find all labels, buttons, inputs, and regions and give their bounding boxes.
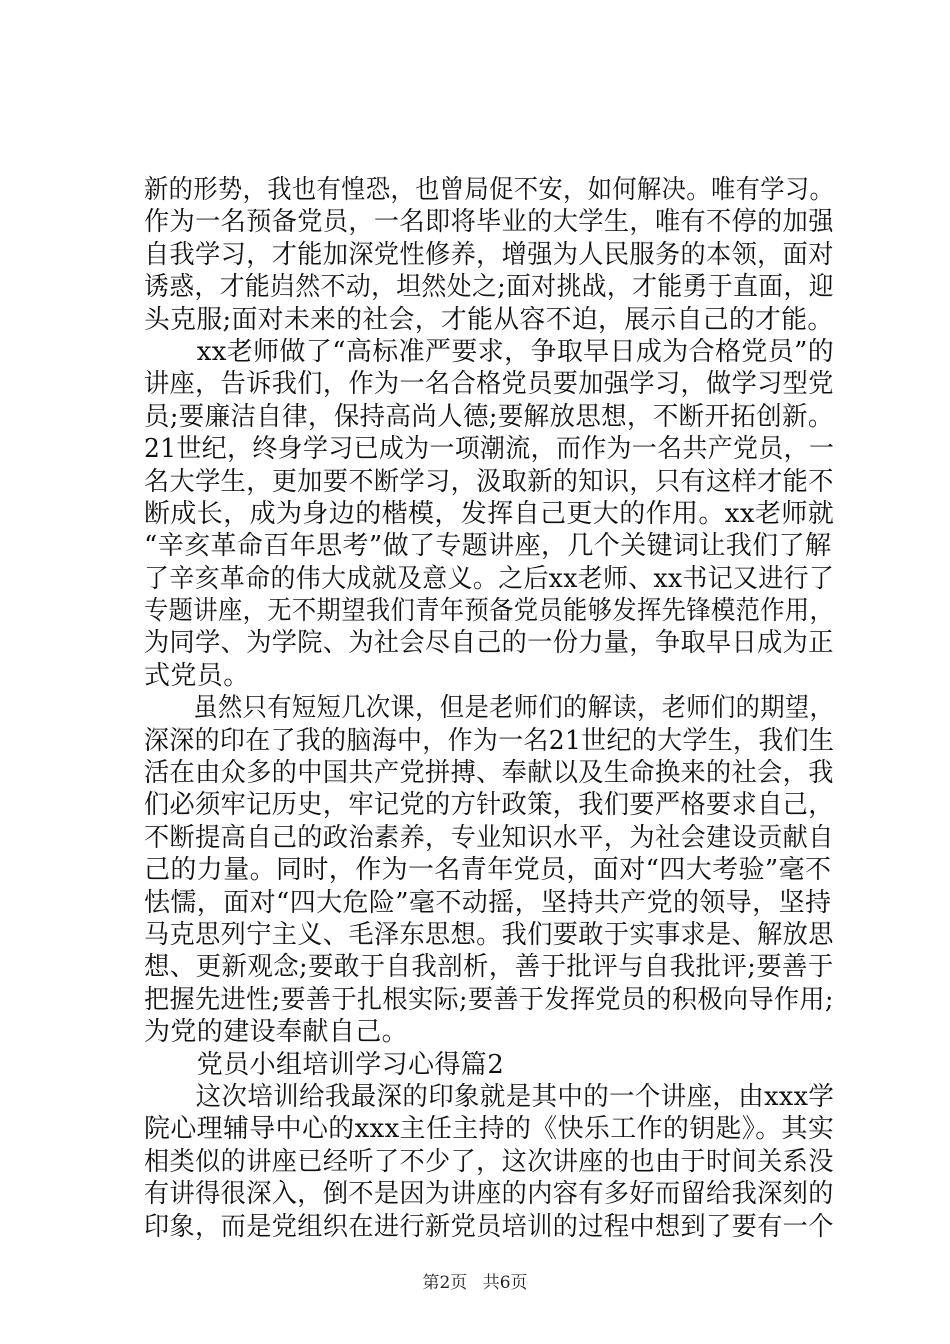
text-line: 活在由众多的中国共产党拼搏、奉献以及生命换来的社会，我 [144, 758, 834, 789]
page-footer [0, 1272, 950, 1294]
text-line: 相类似的讲座已经听了不少了，这次讲座的也由于时间关系没 [144, 1146, 834, 1177]
text-line: 式党员。 [144, 660, 250, 691]
text-line: 想、更新观念;要敢于自我剖析，善于批评与自我批评;要善于 [144, 952, 834, 983]
text-line: 了辛亥革命的伟大成就及意义。之后xx老师、xx书记又进行了 [144, 563, 835, 594]
text-line: 把握先进性;要善于扎根实际;要善于发挥党员的积极向导作用; [144, 984, 834, 1015]
text-line: 新的形势，我也有惶恐，也曾局促不安，如何解决。唯有学习。 [144, 175, 835, 205]
text-line: 不断提高自己的政治素养，专业知识水平，为社会建设贡献自 [144, 822, 834, 853]
text-line: 头克服;面对未来的社会，才能从容不迫，展示自己的才能。 [144, 304, 834, 335]
text-line: 诱惑，才能岿然不动，坦然处之;面对挑战，才能勇于直面，迎 [144, 272, 834, 303]
text-line: 作为一名预备党员，一名即将毕业的大学生，唯有不停的加强 [144, 207, 834, 238]
document-body [144, 174, 834, 1243]
text-line: 们必须牢记历史，牢记党的方针政策，我们要严格要求自己， [144, 790, 834, 821]
text-line: 专题讲座，无不期望我们青年预备党员能够发挥先锋模范作用， [144, 596, 835, 627]
text-line: xx老师做了“高标准严要求，争取早日成为合格党员”的 [144, 336, 835, 367]
text-line: 深深的印在了我的脑海中，作为一名21世纪的大学生，我们生 [144, 725, 835, 756]
text-line: 为同学、为学院、为社会尽自己的一份力量，争取早日成为正 [144, 628, 834, 659]
text-line: 虽然只有短短几次课，但是老师们的解读，老师们的期望， [144, 693, 835, 724]
text-line: “辛亥革命百年思考”做了专题讲座，几个关键词让我们了解 [144, 531, 832, 562]
text-line: 员;要廉洁自律，保持高尚人德;要解放思想，不断开拓创新。 [144, 401, 834, 432]
text-line: 讲座，告诉我们，作为一名合格党员要加强学习，做学习型党 [144, 369, 834, 400]
page-total: 共6页 [482, 1273, 528, 1293]
text-line: 断成长，成为身边的楷模，发挥自己更大的作用。xx老师就 [144, 498, 835, 529]
text-line: 己的力量。同时，作为一名青年党员，面对“四大考验”毫不 [144, 855, 832, 886]
text-line: 这次培训给我最深的印象就是其中的一个讲座，由xxx学 [144, 1081, 835, 1112]
text-line: 马克思列宁主义、毛泽东思想。我们要敢于实事求是、解放思 [144, 919, 834, 950]
text-line: 自我学习，才能加深党性修养，增强为人民服务的本领，面对 [144, 239, 834, 270]
page-number: 第2页 [422, 1273, 468, 1293]
text-line: 院心理辅导中心的xxx主任主持的《快乐工作的钥匙》。其实 [144, 1114, 835, 1145]
text-line: 怯懦，面对“四大危险”毫不动摇，坚持共产党的领导，坚持 [144, 887, 832, 918]
text-line: 印象，而是党组织在进行新党员培训的过程中想到了要有一个 [144, 1211, 834, 1242]
text-line: 为党的建设奉献自己。 [144, 1017, 409, 1048]
text-line: 21世纪，终身学习已成为一项潮流，而作为一名共产党员，一 [144, 434, 835, 465]
text-line: 名大学生，更加要不断学习，汲取新的知识，只有这样才能不 [144, 466, 834, 497]
text-line: 有讲得很深入，倒不是因为讲座的内容有多好而留给我深刻的 [144, 1179, 834, 1210]
text-line: 党员小组培训学习心得篇2 [144, 1049, 505, 1080]
